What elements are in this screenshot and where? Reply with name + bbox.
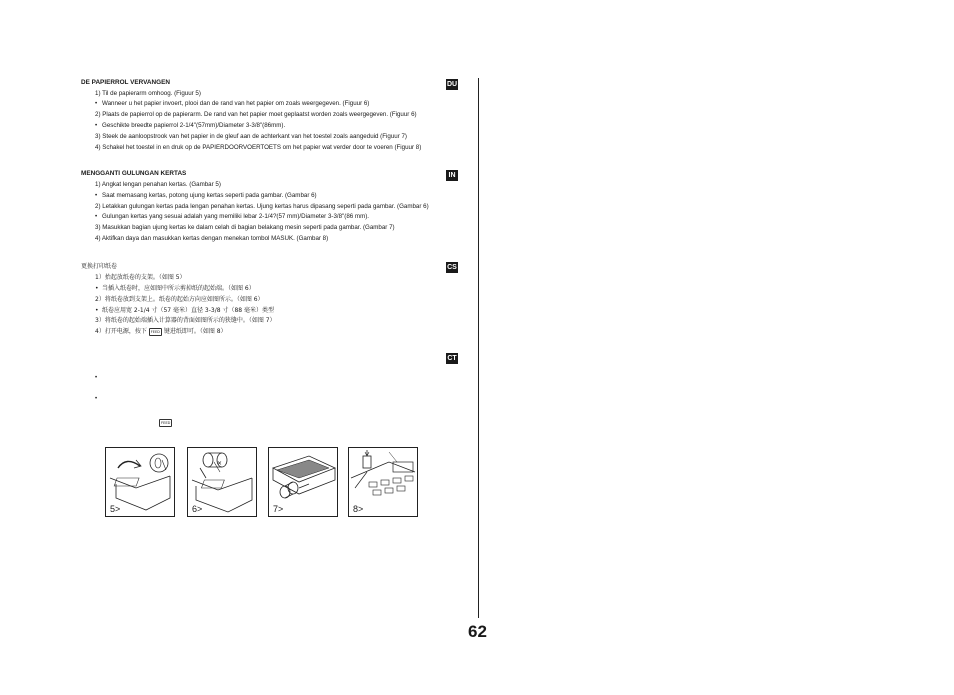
figure-5 [105, 447, 175, 517]
section-title-in: MENGGANTI GULUNGAN KERTAS [81, 170, 187, 177]
ct-feed-key-icon: FEED [161, 421, 171, 425]
cs-line-2: • 当插入纸卷时，应如图中所示剪掉纸的起始端。（如图 6） [95, 285, 255, 292]
in-line-2: • Saat memasang kertas, potong ujung kertas seperti pada gambar. (Gambar 6) [95, 192, 317, 199]
cs-line-5: 3）将纸卷的起始端插入计算器的背面如图所示的狭缝中。（如图 7） [95, 317, 276, 324]
figure-8-label: 8> [353, 504, 364, 514]
svg-text:×: × [217, 460, 223, 467]
in-line-6: 4) Aktifkan daya dan masukkan kertas dengan menekan tombol MASUK. (Gambar 8) [95, 235, 329, 242]
in-line-3: 2) Letakkan gulungan kertas pada lengan penahan kertas. Ujung kertas harus dipasang seperti pada gambar. (Gambar 6) [95, 203, 429, 210]
du-line-2: • Wanneer u het papier invoert, plooi dan de rand van het papier om zoals weergegeven. (Figuur 6) [95, 100, 370, 107]
ct-bullet-2: • [95, 396, 98, 402]
cs-line-6: 4）打开电源，按下 FEED 键进纸即可。（如图 8） [95, 328, 227, 335]
badge-in: IN [446, 170, 458, 181]
figure-6 [187, 447, 257, 517]
du-line-1: 1) Til de papierarm omhoog. (Figuur 5) [95, 90, 201, 97]
section-title-cs: 更换打印纸卷 [81, 263, 118, 270]
du-line-4: • Geschikte breedte papierrol 2-1/4"(57mm)/Diameter 3-3/8"(86mm). [95, 122, 286, 129]
figure-6-label: 6> [192, 504, 203, 514]
du-line-5: 3) Steek de aanloopstrook van het papier in de gleuf aan de achterkant van het toestel zoals aangeduid (Figuur 7) [95, 133, 407, 140]
cs-line-3: 2）将纸卷放到支架上。纸卷的起始方向应如图所示。（如图 6） [95, 296, 264, 303]
page-number: 62 [468, 622, 487, 641]
in-line-1: 1) Angkat lengan penahan kertas. (Gambar 5) [95, 181, 221, 188]
ct-bullet-1: • [95, 375, 98, 381]
badge-du: DU [446, 81, 458, 88]
cs-line-4: • 纸卷应用宽 2-1/4 寸（57 毫米）直径 3-3/8 寸（88 毫米）类型 [95, 307, 274, 314]
feed-key-icon: FEED [150, 329, 160, 334]
figure-7-label: 7> [273, 504, 284, 514]
section-title-du: DE PAPIERROL VERVANGEN [81, 79, 171, 86]
in-line-4: • Gulungan kertas yang sesuai adalah yang memiliki lebar 2-1/4?(57 mm)/Diameter 3-3/8"(86 mm). [95, 213, 370, 220]
vertical-divider [478, 78, 479, 618]
du-line-6: 4) Schakel het toestel in en druk op de PAPIERDOORVOERTOETS om het papier wat verder door te voeren (Figuur 8) [95, 144, 422, 151]
du-line-3: 2) Plaats de papierrol op de papierarm. De rand van het papier moet geplaatst worden zoals weergegeven. (Figuur 6) [95, 111, 417, 118]
cs-line-1: 1）抬起放纸卷的支架。（如图 5） [95, 274, 186, 281]
badge-ct: CT [447, 355, 457, 362]
in-line-5: 3) Masukkan bagian ujung kertas ke dalam celah di bagian belakang mesin seperti pada gambar. (Gambar 7) [95, 224, 395, 231]
figure-5-label: 5> [110, 504, 121, 514]
badge-cs: CS [447, 264, 457, 271]
figure-7 [268, 447, 338, 517]
figure-8 [348, 447, 418, 517]
